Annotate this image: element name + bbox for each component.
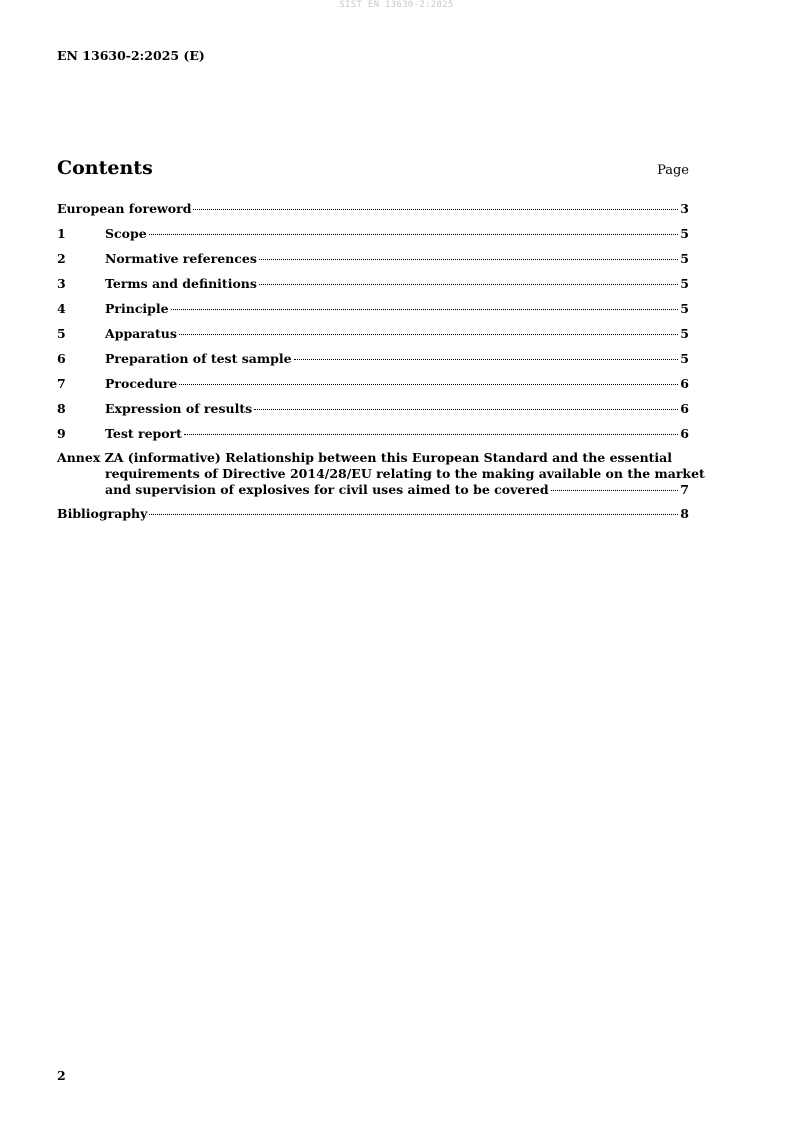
table-of-contents [57,199,705,529]
toc-entry-test-report[interactable] [57,424,689,449]
toc-entry-normative-references[interactable] [57,249,689,274]
annex-title-line-1: Annex ZA (informative) Relationship between this European Standard and the essential [57,450,673,465]
toc-entry-number: 7 [57,376,66,391]
toc-entry-page: 6 [680,426,689,441]
toc-entry-title: Apparatus [105,326,177,341]
toc-entry-european-foreword[interactable] [57,199,689,224]
toc-entry-page: 6 [680,376,689,391]
toc-leader-dots [259,259,678,260]
toc-entry-page: 5 [680,351,689,366]
toc-entry-scope[interactable] [57,224,689,249]
toc-entry-terms-and-definitions[interactable] [57,274,689,299]
watermark: SIST EN 13630-2:2025 [339,0,454,10]
toc-leader-dots [184,434,678,435]
toc-entry-number: 3 [57,276,66,291]
toc-leader-dots [149,234,679,235]
toc-leader-dots [254,409,678,410]
annex-title-line-2: requirements of Directive 2014/28/EU relating to the making available on the market [105,466,705,481]
document-id-header: EN 13630-2:2025 (E) [57,48,205,63]
toc-entry-page: 5 [680,326,689,341]
contents-page-label: Page [657,163,689,178]
toc-leader-dots [294,359,679,360]
toc-entry-page: 6 [680,401,689,416]
annex-title-line-3-row [57,482,689,498]
toc-entry-annex-za[interactable] [57,449,705,498]
toc-leader-dots [193,209,678,210]
toc-entry-number: 4 [57,301,66,316]
toc-entry-title: European foreword [57,201,192,216]
toc-entry-principle[interactable] [57,299,689,324]
toc-entry-page: 5 [680,251,689,266]
toc-entry-number: 5 [57,326,66,341]
annex-title-line-3: and supervision of explosives for civil uses aimed to be covered [105,482,549,497]
toc-entry-page: 5 [680,301,689,316]
toc-entry-title: Procedure [105,376,178,391]
toc-entry-page: 5 [680,226,689,241]
toc-entry-page: 3 [680,201,689,216]
toc-leader-dots [171,309,679,310]
toc-entry-apparatus[interactable] [57,324,689,349]
toc-leader-dots [179,334,678,335]
toc-entry-page: 5 [680,276,689,291]
toc-entry-number: 6 [57,351,66,366]
toc-entry-title: Terms and definitions [105,276,257,291]
page-number: 2 [57,1068,66,1083]
toc-leader-dots [179,384,678,385]
toc-leader-dots [551,490,679,491]
toc-entry-title: Expression of results [105,401,253,416]
toc-entry-number: 9 [57,426,66,441]
toc-entry-number: 8 [57,401,66,416]
toc-entry-procedure[interactable] [57,374,689,399]
toc-entry-title: Test report [105,426,182,441]
toc-entry-preparation-of-test-sample[interactable] [57,349,689,374]
toc-entry-page: 8 [680,506,689,521]
toc-entry-number: 1 [57,226,66,241]
toc-entry-title: Bibliography [57,506,148,521]
toc-entry-title: Scope [105,226,147,241]
toc-entry-page: 7 [680,482,689,497]
toc-entry-bibliography[interactable] [57,504,689,529]
toc-entry-title: Preparation of test sample [105,351,292,366]
toc-entry-title: Principle [105,301,169,316]
contents-heading-row [57,157,689,179]
toc-entry-title: Normative references [105,251,257,266]
contents-title: Contents [57,157,153,179]
toc-entry-expression-of-results[interactable] [57,399,689,424]
toc-leader-dots [149,514,678,515]
toc-entry-number: 2 [57,251,66,266]
toc-leader-dots [259,284,678,285]
